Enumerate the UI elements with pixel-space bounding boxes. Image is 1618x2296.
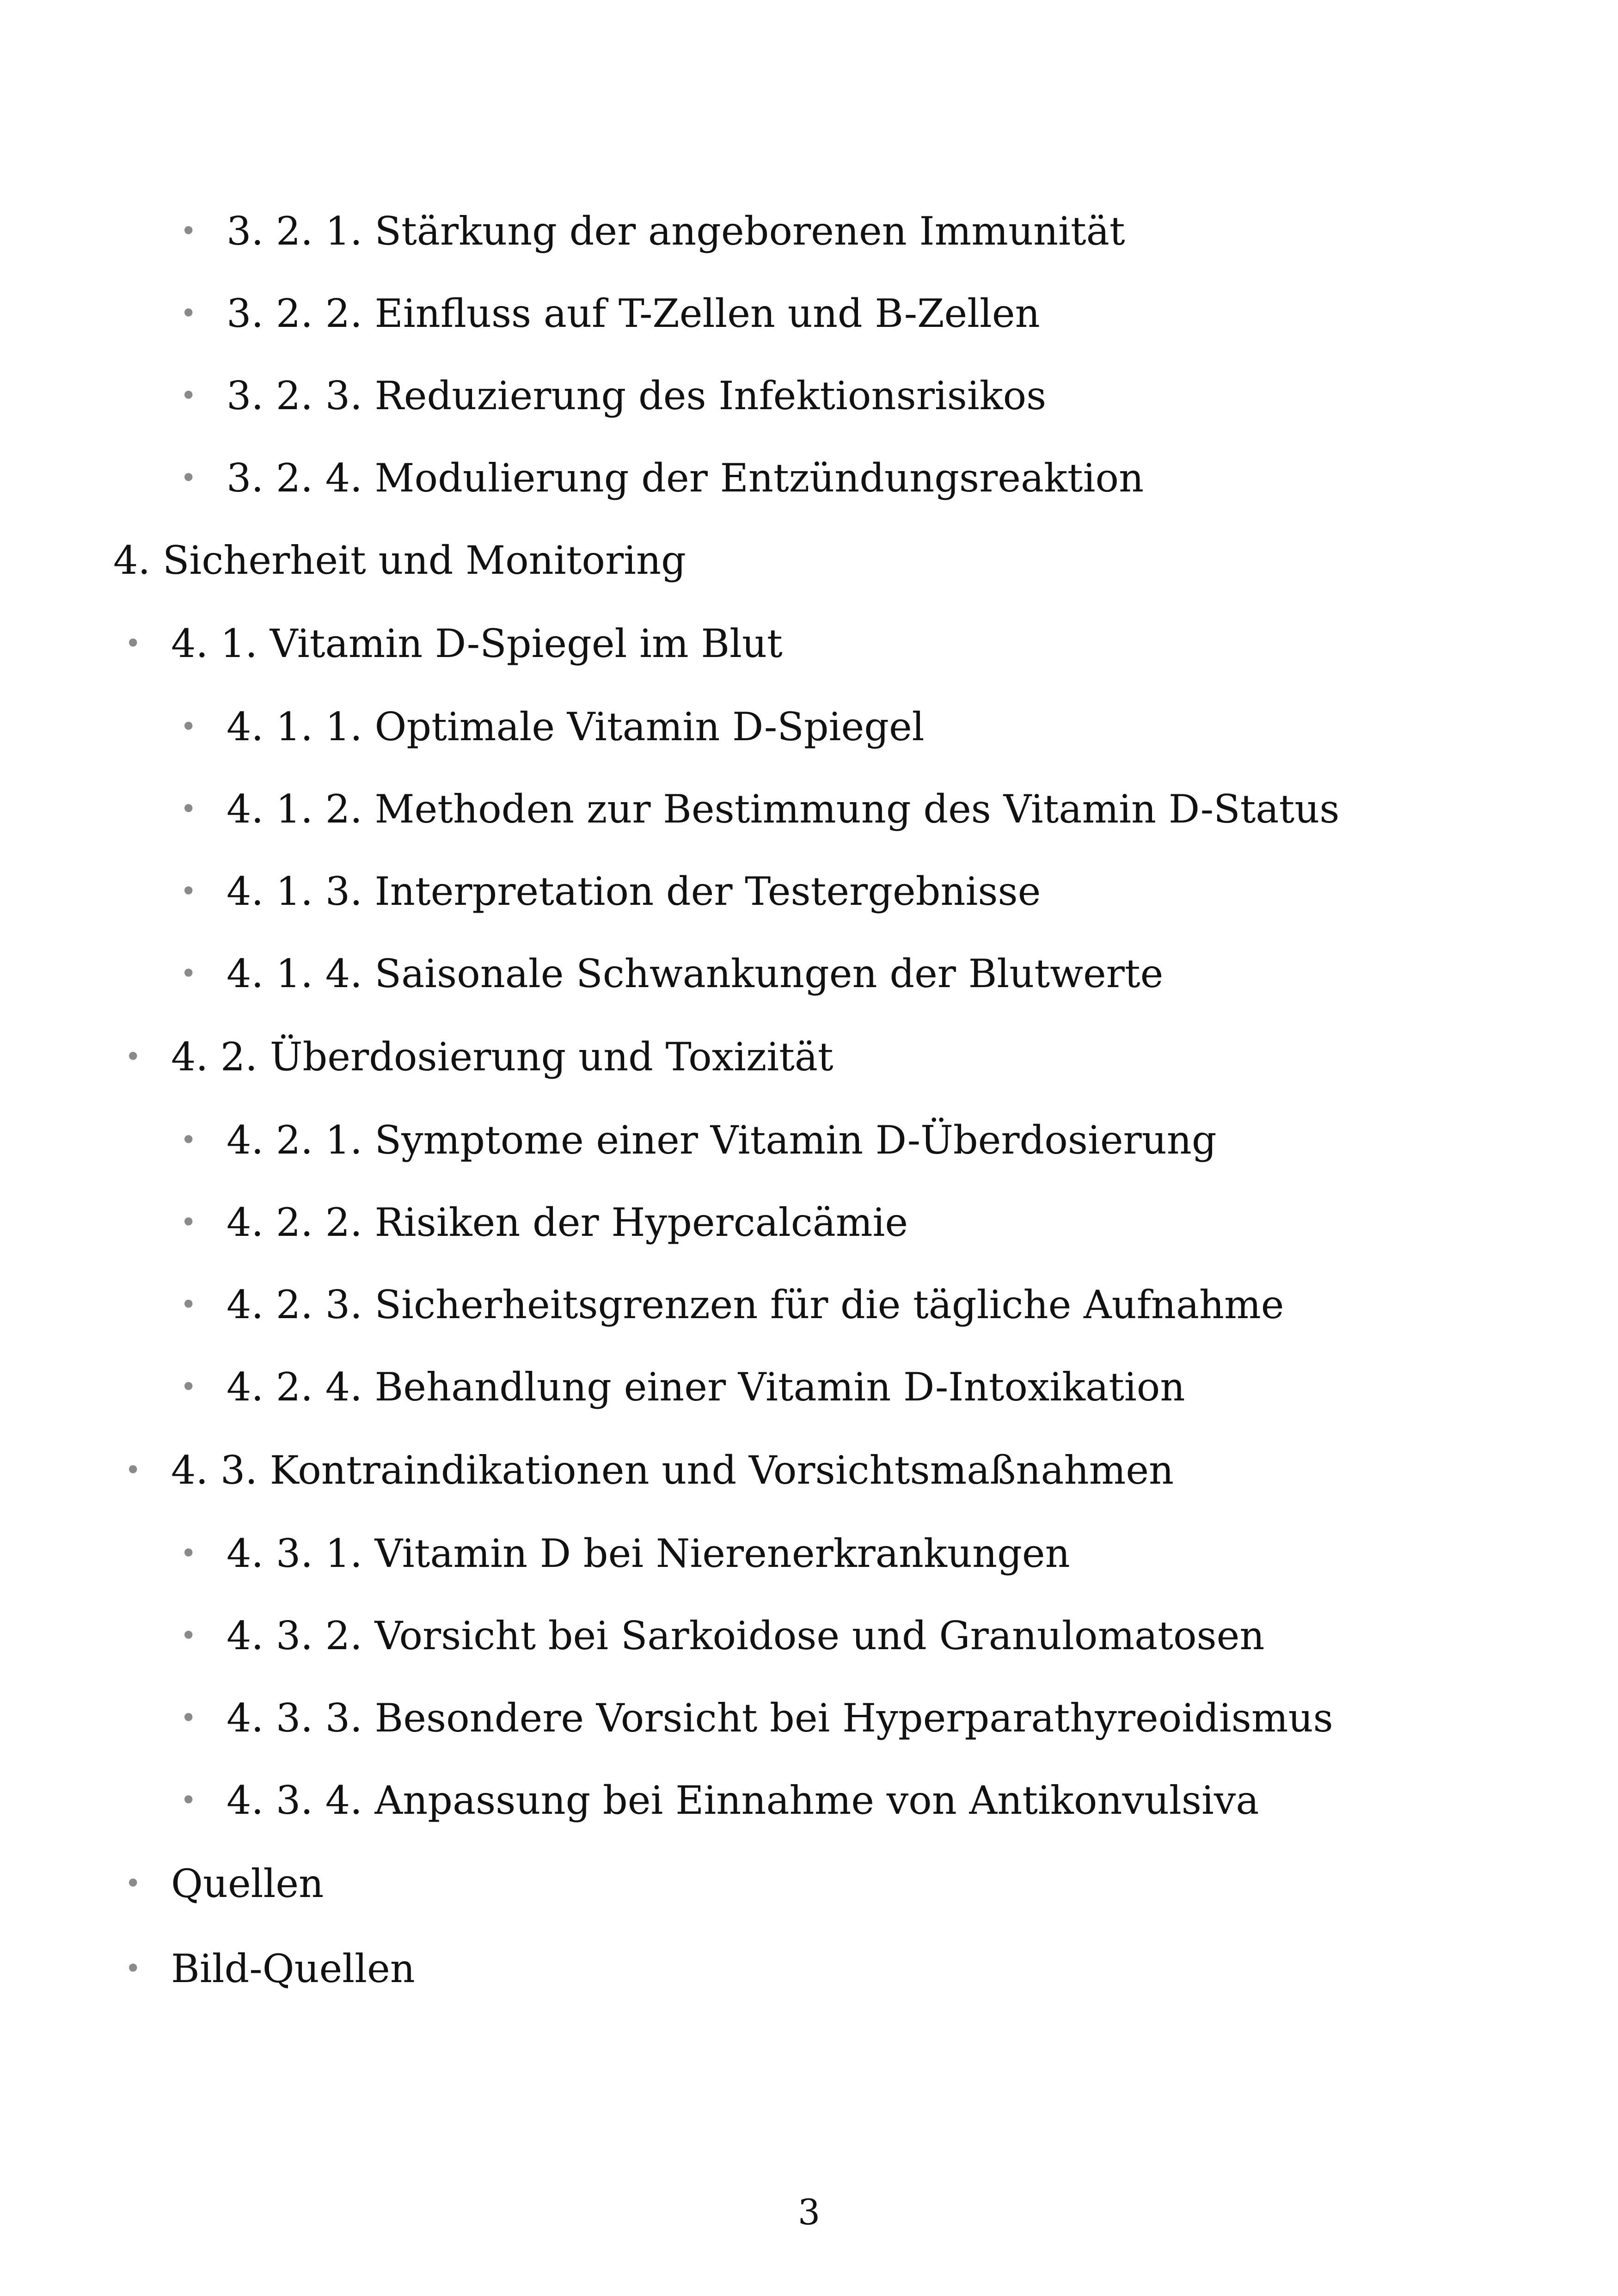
toc-entry-label: 4. Sicherheit und Monitoring: [113, 538, 686, 583]
bullet-icon: •: [180, 1702, 197, 1734]
bullet-icon: •: [180, 1124, 197, 1156]
toc-entry-label: 4. 2. Überdosierung und Toxizität: [171, 1034, 834, 1080]
bullet-icon: •: [180, 958, 197, 990]
toc-entry-label: 4. 1. 3. Interpretation der Testergebnisse: [227, 869, 1041, 914]
page-number: 3: [797, 2192, 821, 2233]
bullet-icon: •: [180, 1206, 197, 1239]
bullet-icon: •: [125, 1867, 141, 1900]
toc-entry-label: 4. 2. 4. Behandlung einer Vitamin D-Intoxikation: [227, 1364, 1185, 1410]
toc-entry-label: 4. 2. 1. Symptome einer Vitamin D-Überdosierung: [227, 1117, 1217, 1163]
toc-entry-label: 3. 2. 2. Einfluss auf T-Zellen und B-Zellen: [227, 291, 1040, 336]
bullet-icon: •: [180, 793, 197, 825]
toc-entry-label: 4. 3. 2. Vorsicht bei Sarkoidose und Granulomatosen: [227, 1613, 1265, 1658]
toc-entry-label: 4. 3. 4. Anpassung bei Einnahme von Antikonvulsiva: [227, 1778, 1259, 1823]
bullet-icon: •: [180, 297, 197, 330]
toc-entry-label: 3. 2. 1. Stärkung der angeborenen Immunität: [227, 209, 1125, 254]
toc-entry-label: 4. 1. 4. Saisonale Schwankungen der Blutwerte: [227, 951, 1164, 996]
toc-entry-label: 3. 2. 4. Modulierung der Entzündungsreaktion: [227, 455, 1144, 501]
toc-entry-label: 4. 1. 2. Methoden zur Bestimmung des Vitamin D-Status: [227, 786, 1340, 832]
bullet-icon: •: [180, 1371, 197, 1403]
bullet-icon: •: [125, 1454, 141, 1486]
bullet-icon: •: [125, 1041, 141, 1073]
bullet-icon: •: [180, 711, 197, 743]
toc-entry-label: 4. 1. Vitamin D-Spiegel im Blut: [171, 621, 783, 666]
toc-entry-label: 4. 3. 3. Besondere Vorsicht bei Hyperparathyreoidismus: [227, 1695, 1333, 1741]
toc-entry-label: 4. 3. 1. Vitamin D bei Nierenerkrankungen: [227, 1531, 1070, 1576]
bullet-icon: •: [180, 1289, 197, 1321]
toc-entry-label: Bild-Quellen: [171, 1946, 415, 1991]
bullet-icon: •: [180, 215, 197, 247]
bullet-icon: •: [180, 875, 197, 908]
toc-entry-label: 4. 1. 1. Optimale Vitamin D-Spiegel: [227, 704, 925, 749]
bullet-icon: •: [180, 380, 197, 412]
bullet-icon: •: [180, 1537, 197, 1570]
bullet-icon: •: [125, 627, 141, 660]
toc-entry-label: 4. 2. 2. Risiken der Hypercalcämie: [227, 1200, 908, 1245]
toc-entry-label: Quellen: [171, 1861, 324, 1906]
toc-entry-label: 3. 2. 3. Reduzierung des Infektionsrisikos: [227, 373, 1047, 418]
bullet-icon: •: [125, 1952, 141, 1985]
toc-entry-label: 4. 2. 3. Sicherheitsgrenzen für die tägliche Aufnahme: [227, 1282, 1284, 1327]
bullet-icon: •: [180, 1784, 197, 1817]
toc-entry-label: 4. 3. Kontraindikationen und Vorsichtsmaßnahmen: [171, 1448, 1174, 1493]
bullet-icon: •: [180, 1620, 197, 1652]
bullet-icon: •: [180, 462, 197, 494]
